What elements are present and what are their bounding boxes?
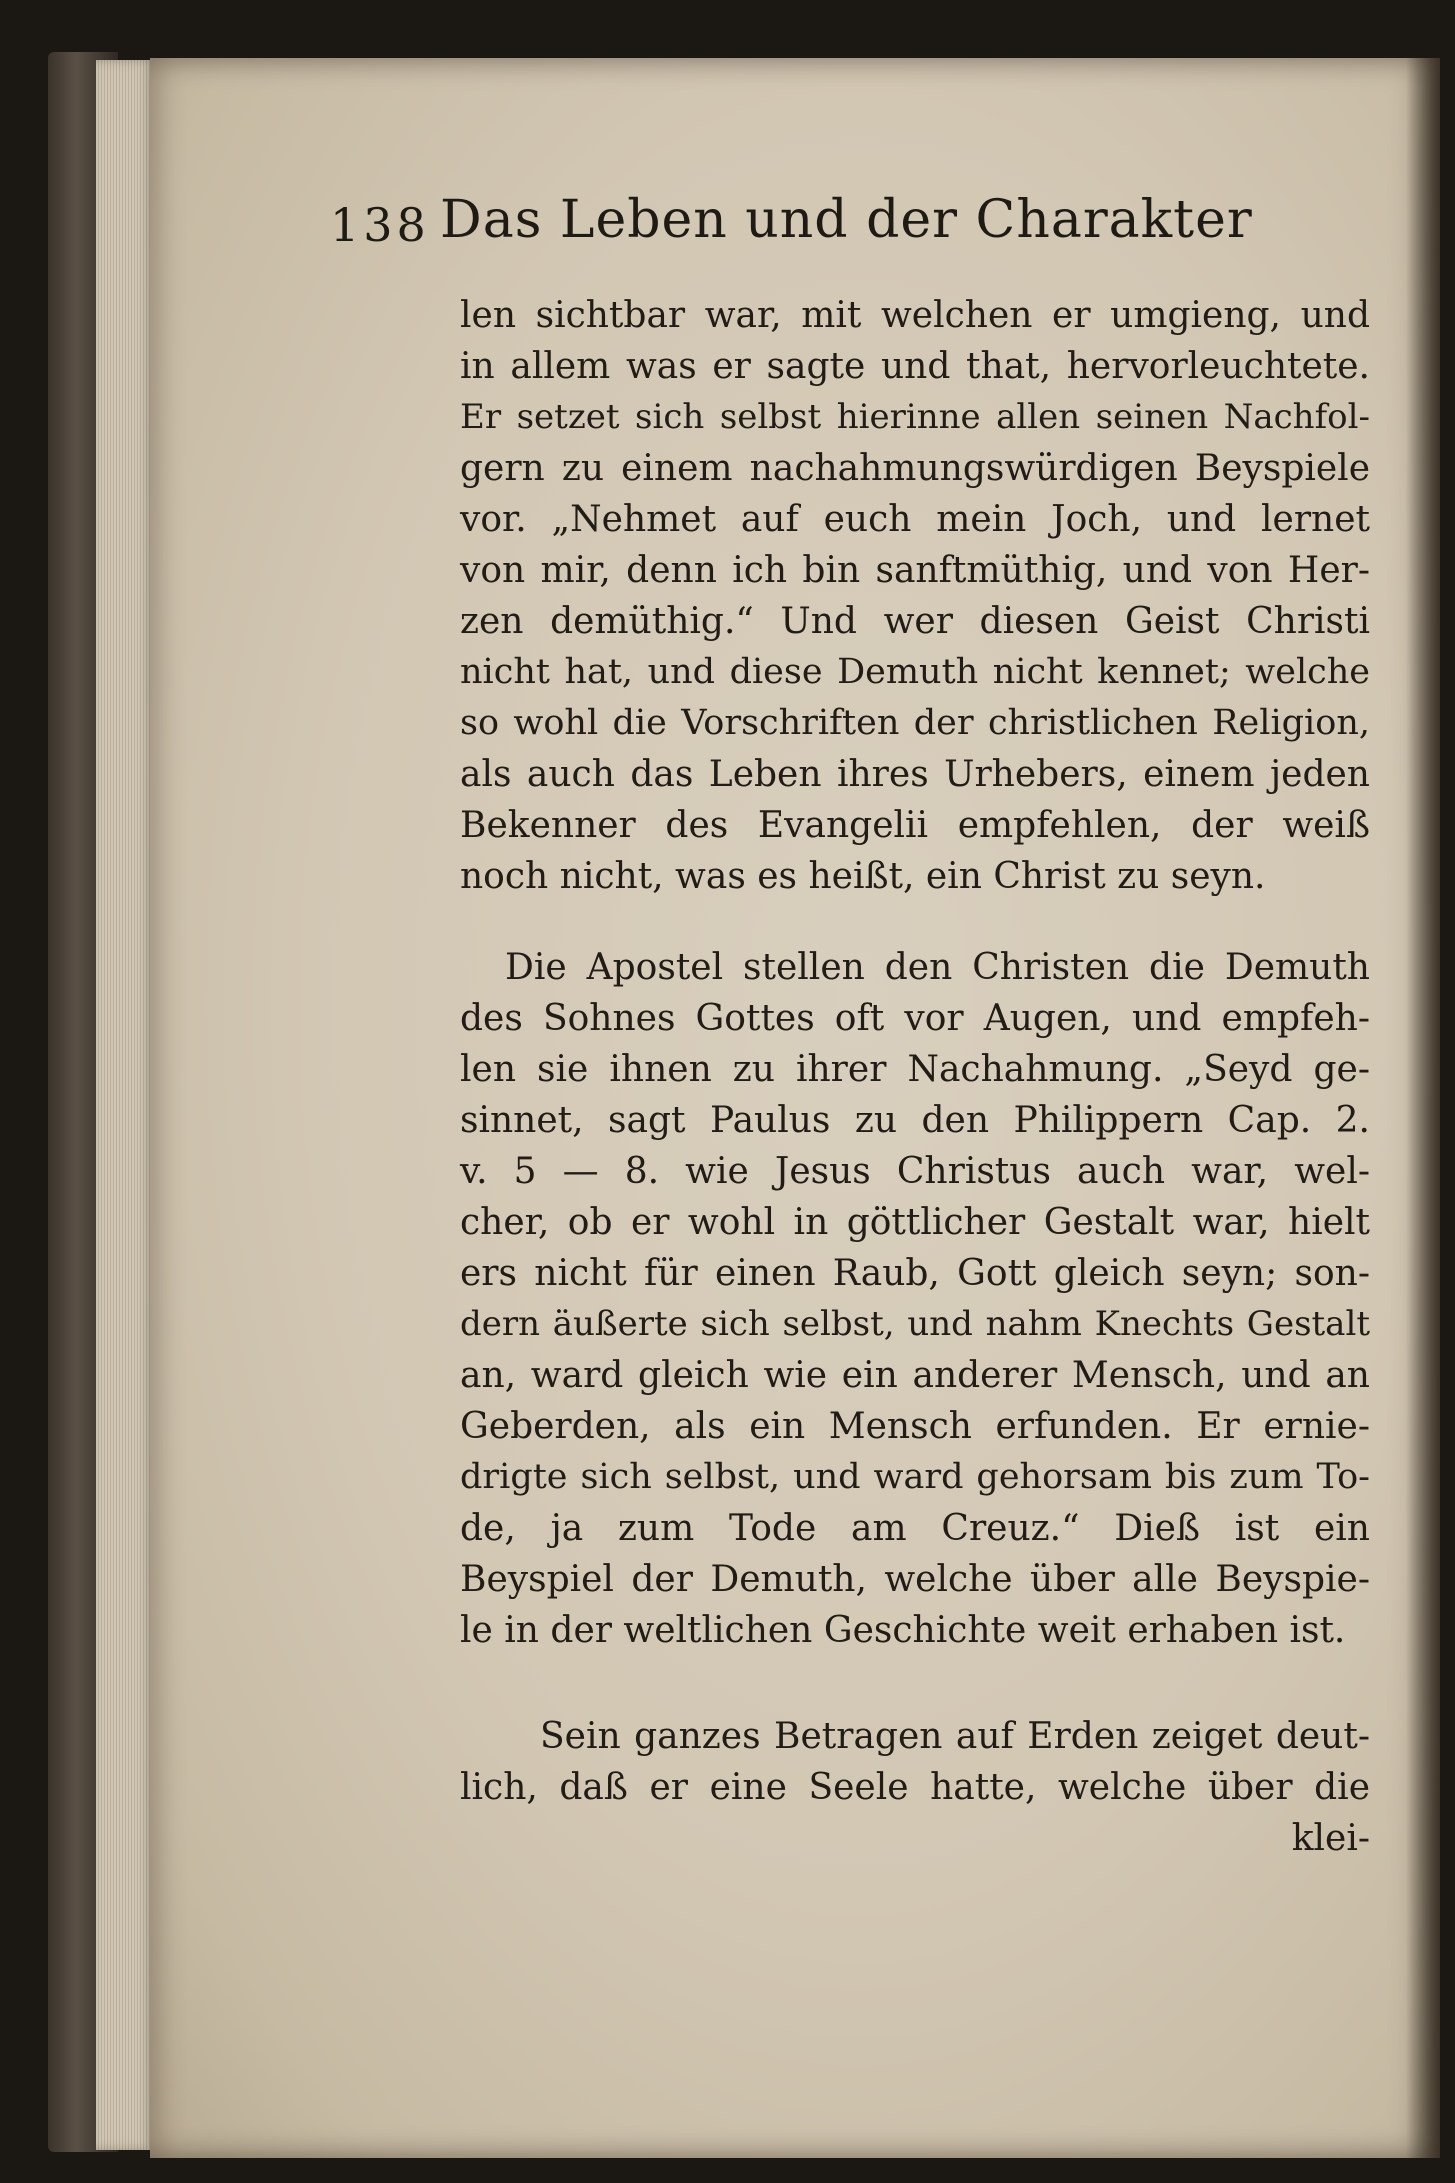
paragraph-2 — [460, 942, 1370, 1656]
text-line: Die Apostel stellen den Christen die Demuth — [505, 947, 1370, 988]
body-text — [460, 290, 1370, 1864]
text-line: zen demüthig.“ Und wer diesen Geist Christi — [460, 601, 1370, 642]
page-header — [330, 190, 1330, 270]
text-line: len sichtbar war, mit welchen er umgieng, und — [460, 295, 1370, 336]
paragraph-1 — [460, 290, 1370, 902]
text-line: von mir, denn ich bin sanftmüthig, und von Her- — [460, 550, 1370, 591]
text-line: sinnet, sagt Paulus zu den Philippern Cap. 2. — [460, 1100, 1370, 1141]
text-line: vor. „Nehmet auf euch mein Joch, und lernet — [460, 499, 1370, 540]
running-title: Das Leben und der Charakter — [440, 190, 1253, 250]
text-line: de, ja zum Tode am Creuz.“ Dieß ist ein — [460, 1508, 1370, 1549]
text-line: le in der weltlichen Geschichte weit erhaben ist. — [460, 1610, 1346, 1651]
text-line: len sie ihnen zu ihrer Nachahmung. „Seyd ge- — [460, 1049, 1370, 1090]
text-line: noch nicht, was es heißt, ein Christ zu seyn. — [460, 856, 1266, 897]
paragraph-spacer — [470, 902, 1370, 942]
text-line: Beyspiel der Demuth, welche über alle Beyspie- — [460, 1559, 1370, 1600]
text-line: v. 5 — 8. wie Jesus Christus auch war, wel- — [460, 1151, 1370, 1192]
text-line: drigte sich selbst, und ward gehorsam bis zum To- — [460, 1457, 1370, 1497]
text-line: des Sohnes Gottes oft vor Augen, und empfeh- — [460, 998, 1370, 1039]
text-line: als auch das Leben ihres Urhebers, einem jeden — [460, 754, 1370, 795]
text-line: lich, daß er eine Seele hatte, welche über die — [460, 1767, 1370, 1808]
catchword: klei- — [1291, 1818, 1370, 1859]
text-line: in allem was er sagte und that, hervorleuchtete. — [460, 346, 1370, 387]
text-line: cher, ob er wohl in göttlicher Gestalt war, hielt — [460, 1202, 1370, 1243]
text-line: Bekenner des Evangelii empfehlen, der weiß — [460, 805, 1370, 846]
text-line: gern zu einem nachahmungswürdigen Beyspiele — [460, 448, 1370, 489]
text-line: ers nicht für einen Raub, Gott gleich seyn; son- — [460, 1253, 1370, 1294]
text-line: so wohl die Vorschriften der christlichen Religion, — [460, 703, 1370, 743]
text-line: Geberden, als ein Mensch erfunden. Er ernie- — [460, 1406, 1370, 1447]
text-line: an, ward gleich wie ein anderer Mensch, und an — [460, 1355, 1370, 1396]
text-line: dern äußerte sich selbst, und nahm Knechts Gestalt — [460, 1304, 1370, 1344]
page-stack-edges — [96, 60, 154, 2150]
paragraph-spacer — [470, 1656, 1370, 1711]
page-number: 138 — [330, 198, 430, 252]
text-line: Er setzet sich selbst hierinne allen seinen Nachfol- — [460, 397, 1370, 437]
text-line: Sein ganzes Betragen auf Erden zeiget deut- — [540, 1716, 1370, 1757]
text-line: nicht hat, und diese Demuth nicht kennet; welche — [460, 652, 1370, 692]
page-gutter-shadow — [1406, 58, 1440, 2158]
paragraph-3 — [460, 1711, 1370, 1864]
